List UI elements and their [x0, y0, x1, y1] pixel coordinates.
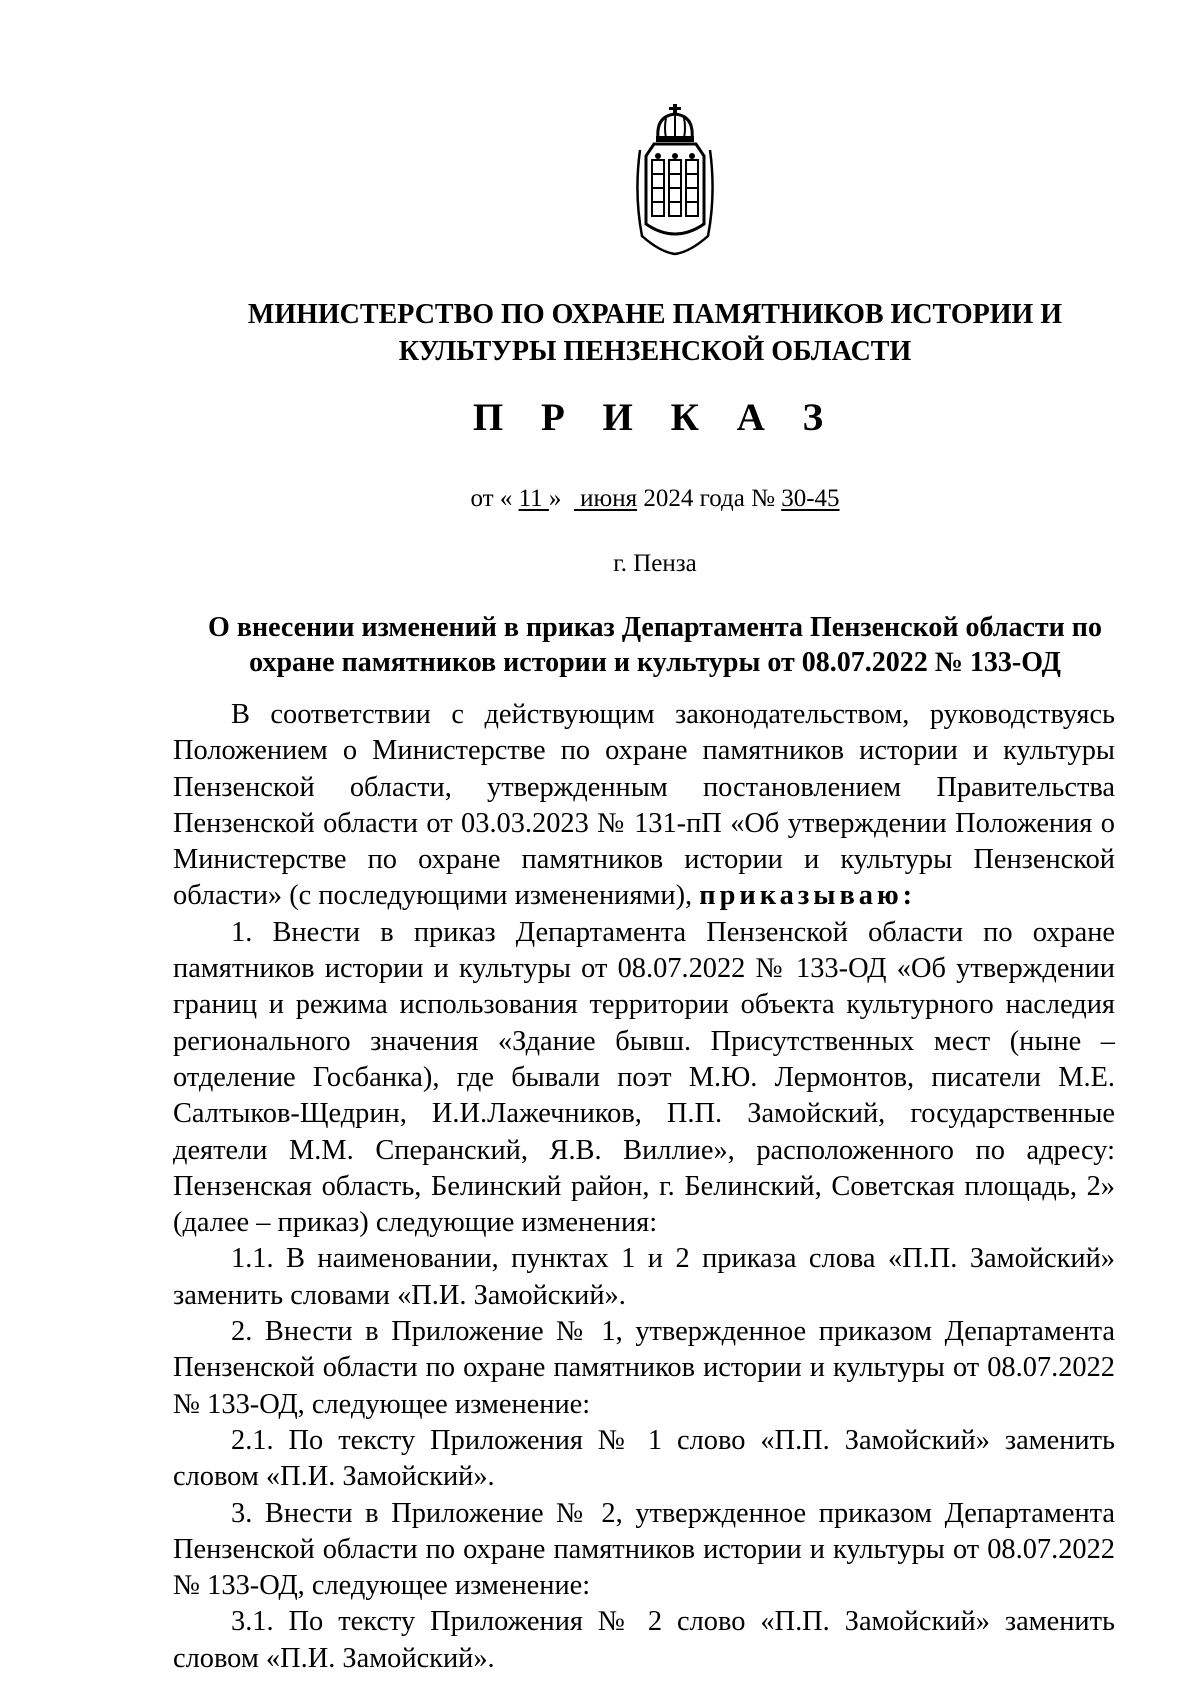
ministry-line-1: МИНИСТЕРСТВО ПО ОХРАНЕ ПАМЯТНИКОВ ИСТОРИИ И	[247, 299, 1063, 330]
clause-2: 2. Внести в Приложение № 1, утвержденное приказом Департамента Пензенской области по охране памятников истории и культуры от 08.07.2022 № 133-ОД, следующее изменение:	[173, 1316, 1115, 1420]
subject-line-1: О внесении изменений в приказ Департамента Пензенской области по	[208, 612, 1102, 643]
order-number: 30-45	[781, 485, 840, 512]
clause-1-1: 1.1. В наименовании, пунктах 1 и 2 приказа слова «П.П. Замойский» заменить словами «П.И. Замойский».	[173, 1243, 1115, 1311]
document-type-title: П Р И К А З	[472, 396, 838, 439]
order-body	[173, 697, 1115, 1677]
city: г. Пенза	[613, 550, 697, 577]
date-year: 2024 года №	[637, 485, 782, 512]
ministry-name	[225, 296, 1085, 370]
intro-paragraph	[173, 697, 1115, 915]
order-directive: приказываю:	[699, 880, 917, 912]
intro-text: В соответствии с действующим законодательством, руководствуясь Положением о Министерстве по охране памятников истории и культуры Пензенской области, утвержденным постановлением Правительства Пензенской области от 03.03.2023 № 131-пП «Об утверждении Положения о Министерстве по охране памятников истории и культуры Пензенской области» (с последующими изменениями),	[173, 699, 1115, 912]
clause-3: 3. Внести в Приложение № 2, утвержденное приказом Департамента Пензенской области по охране памятников истории и культуры от 08.07.2022 № 133-ОД, следующее изменение:	[173, 1497, 1115, 1602]
clause-2-1: 2.1. По тексту Приложения № 1 слово «П.П. Замойский» заменить словом «П.И. Замойский».	[173, 1424, 1115, 1493]
date-separator: »	[548, 485, 574, 512]
clause-3-1: 3.1. По тексту Приложения № 2 слово «П.П. Замойский» заменить словом «П.И. Замойский».	[173, 1606, 1115, 1674]
ministry-line-2: КУЛЬТУРЫ ПЕНЗЕНСКОЙ ОБЛАСТИ	[398, 336, 912, 367]
coat-of-arms-icon	[630, 104, 720, 256]
order-month: июня	[573, 485, 638, 512]
date-prefix: от «	[470, 485, 519, 512]
subject-line-2: охране памятников истории и культуры от 08.07.2022 № 133-ОД	[249, 647, 1061, 678]
clause-1: 1. Внести в приказ Департамента Пензенской области по охране памятников истории и культуры от 08.07.2022 № 133-ОД «Об утверждении границ и режима использования территории объекта культурного наследия регионального значения «Здание бывш. Присутственных мест (ныне – отделение Госбанка), где бывали поэт М.Ю. Лермонтов, писатели М.Е. Салтыков-Щедрин, И.И.Лажечников, П.П. Замойский, государственные деятели М.М. Сперанский, Я.В. Виллие», расположенного по адресу: Пензенская область, Белинский район, г. Белинский, Советская площадь, 2» (далее – приказ) следующие изменения:	[173, 916, 1115, 1239]
order-day: 11	[518, 485, 549, 512]
order-subject	[200, 610, 1110, 680]
order-date-line	[0, 484, 1200, 514]
